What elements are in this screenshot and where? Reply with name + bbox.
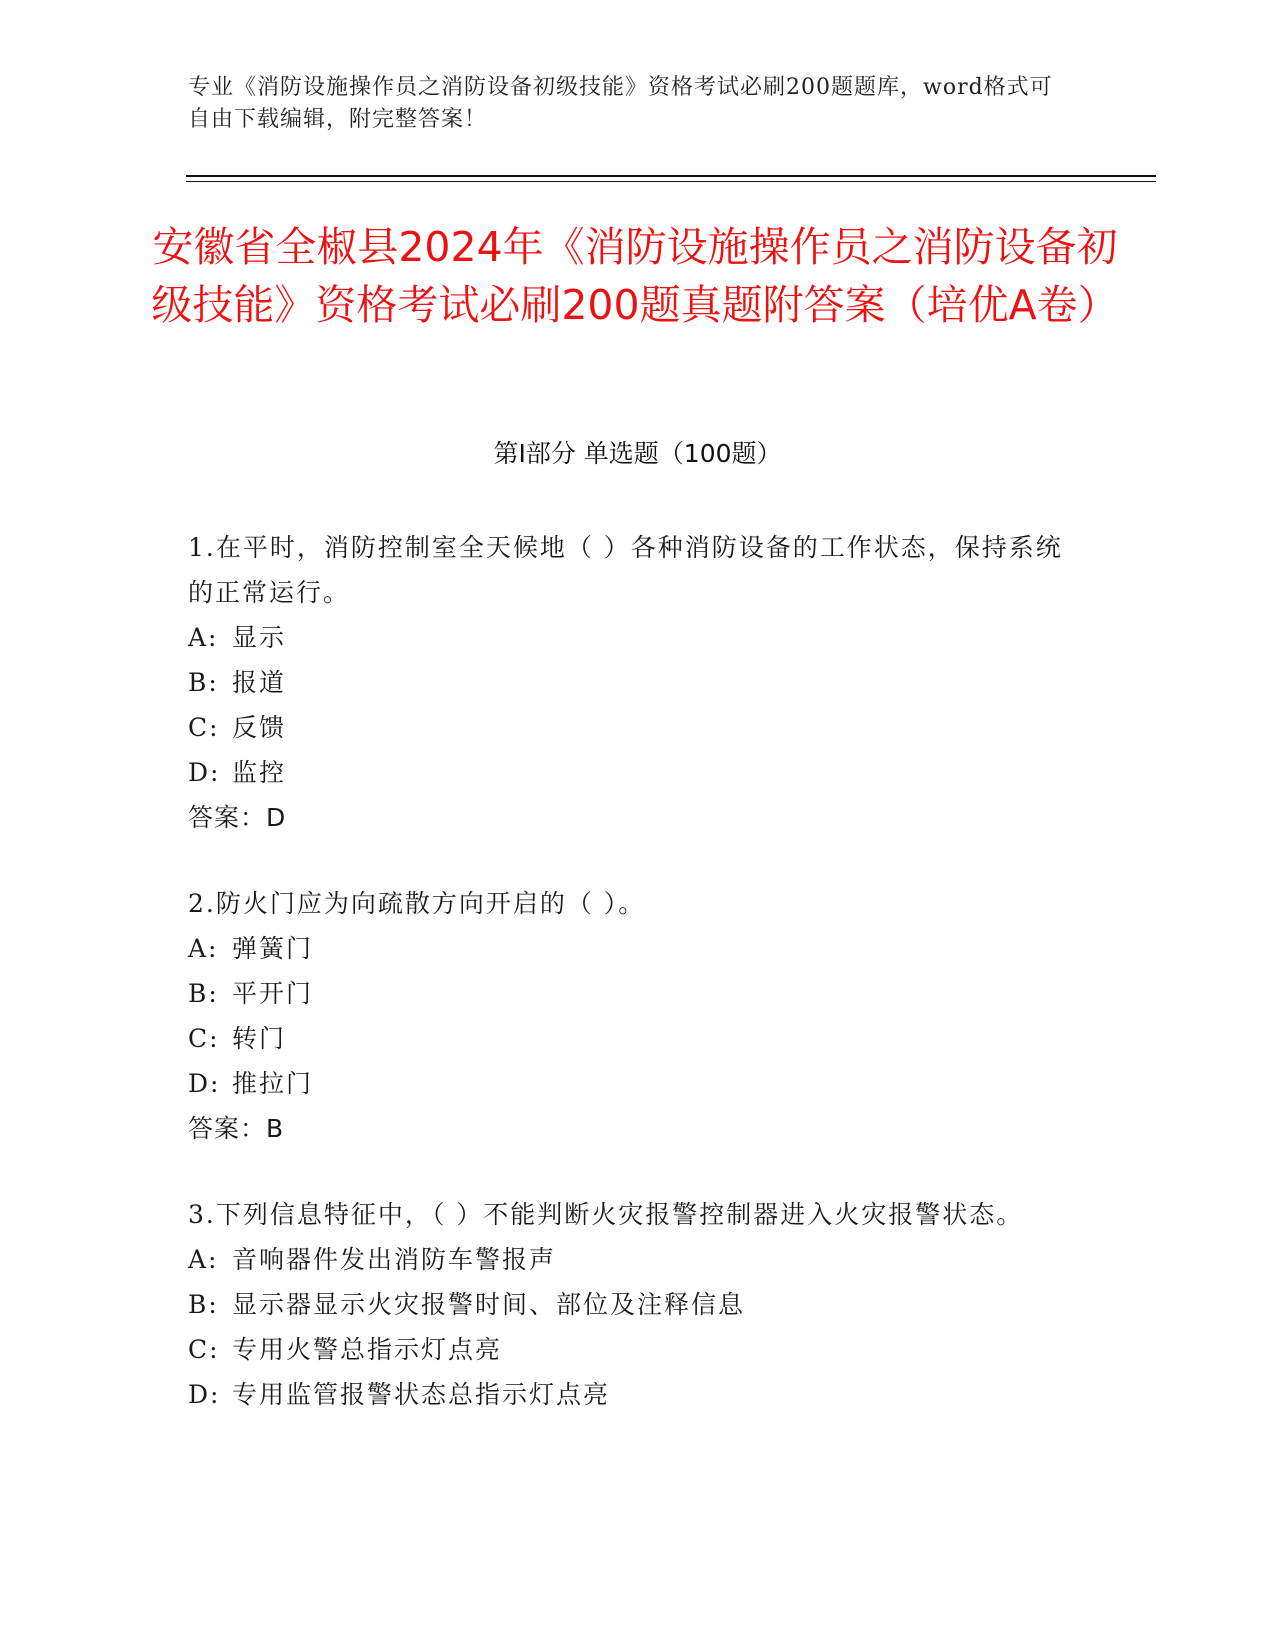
answer-line: 答案：B [188,1114,285,1143]
option-text: 音响器件发出消防车警报声 [232,1245,557,1274]
option-a [188,615,1078,660]
header-note: 专业《消防设施操作员之消防设备初级技能》资格考试必刷200题题库，word格式可自由下载编辑，附完整答案！ [188,75,1053,132]
option-text: 转门 [232,1024,287,1053]
option-a [188,1237,1078,1282]
option-letter: C: [188,1335,220,1364]
option-letter: D: [188,1380,221,1409]
option-text: 弹簧门 [232,934,314,963]
option-a [188,926,1078,971]
question-stem: 1.在平时，消防控制室全天候地（ ）各种消防设备的工作状态，保持系统的正常运行。 [188,533,1063,607]
option-text: 报道 [232,668,287,697]
option-b [188,1282,1078,1327]
header-divider-thick [186,175,1156,177]
option-letter: C: [188,713,220,742]
option-letter: B: [188,668,219,697]
option-text: 显示 [232,623,287,652]
question-stem: 2.防火门应为向疏散方向开启的（ ）。 [188,889,646,918]
option-letter: D: [188,1069,221,1098]
option-letter: B: [188,1290,219,1319]
option-letter: A: [188,1245,219,1274]
option-c [188,1327,1078,1372]
option-d [188,1372,1078,1417]
option-text: 显示器显示火灾报警时间、部位及注释信息 [232,1290,746,1319]
option-text: 专用火警总指示灯点亮 [232,1335,503,1364]
question-1 [188,525,1078,840]
answer-line: 答案：D [188,803,287,832]
question-stem: 3.下列信息特征中，（ ）不能判断火灾报警控制器进入火灾报警状态。 [188,1200,1024,1229]
option-b [188,971,1078,1016]
option-b [188,660,1078,705]
document-title: 安徽省全椒县2024年《消防设施操作员之消防设备初级技能》资格考试必刷200题真题附答案（培优A卷） [151,223,1119,329]
option-letter: A: [188,934,219,963]
option-text: 推拉门 [232,1069,314,1098]
question-2 [188,881,1078,1151]
option-letter: A: [188,623,219,652]
option-text: 反馈 [232,713,287,742]
option-d [188,1061,1078,1106]
option-text: 专用监管报警状态总指示灯点亮 [232,1380,611,1409]
option-c [188,705,1078,750]
question-3 [188,1192,1078,1417]
option-d [188,750,1078,795]
header-divider-thin [186,181,1156,182]
option-c [188,1016,1078,1061]
option-text: 监控 [232,758,287,787]
option-letter: D: [188,758,221,787]
option-text: 平开门 [232,979,314,1008]
section-heading: 第I部分 单选题（100题） [493,439,782,468]
option-letter: C: [188,1024,220,1053]
option-letter: B: [188,979,219,1008]
